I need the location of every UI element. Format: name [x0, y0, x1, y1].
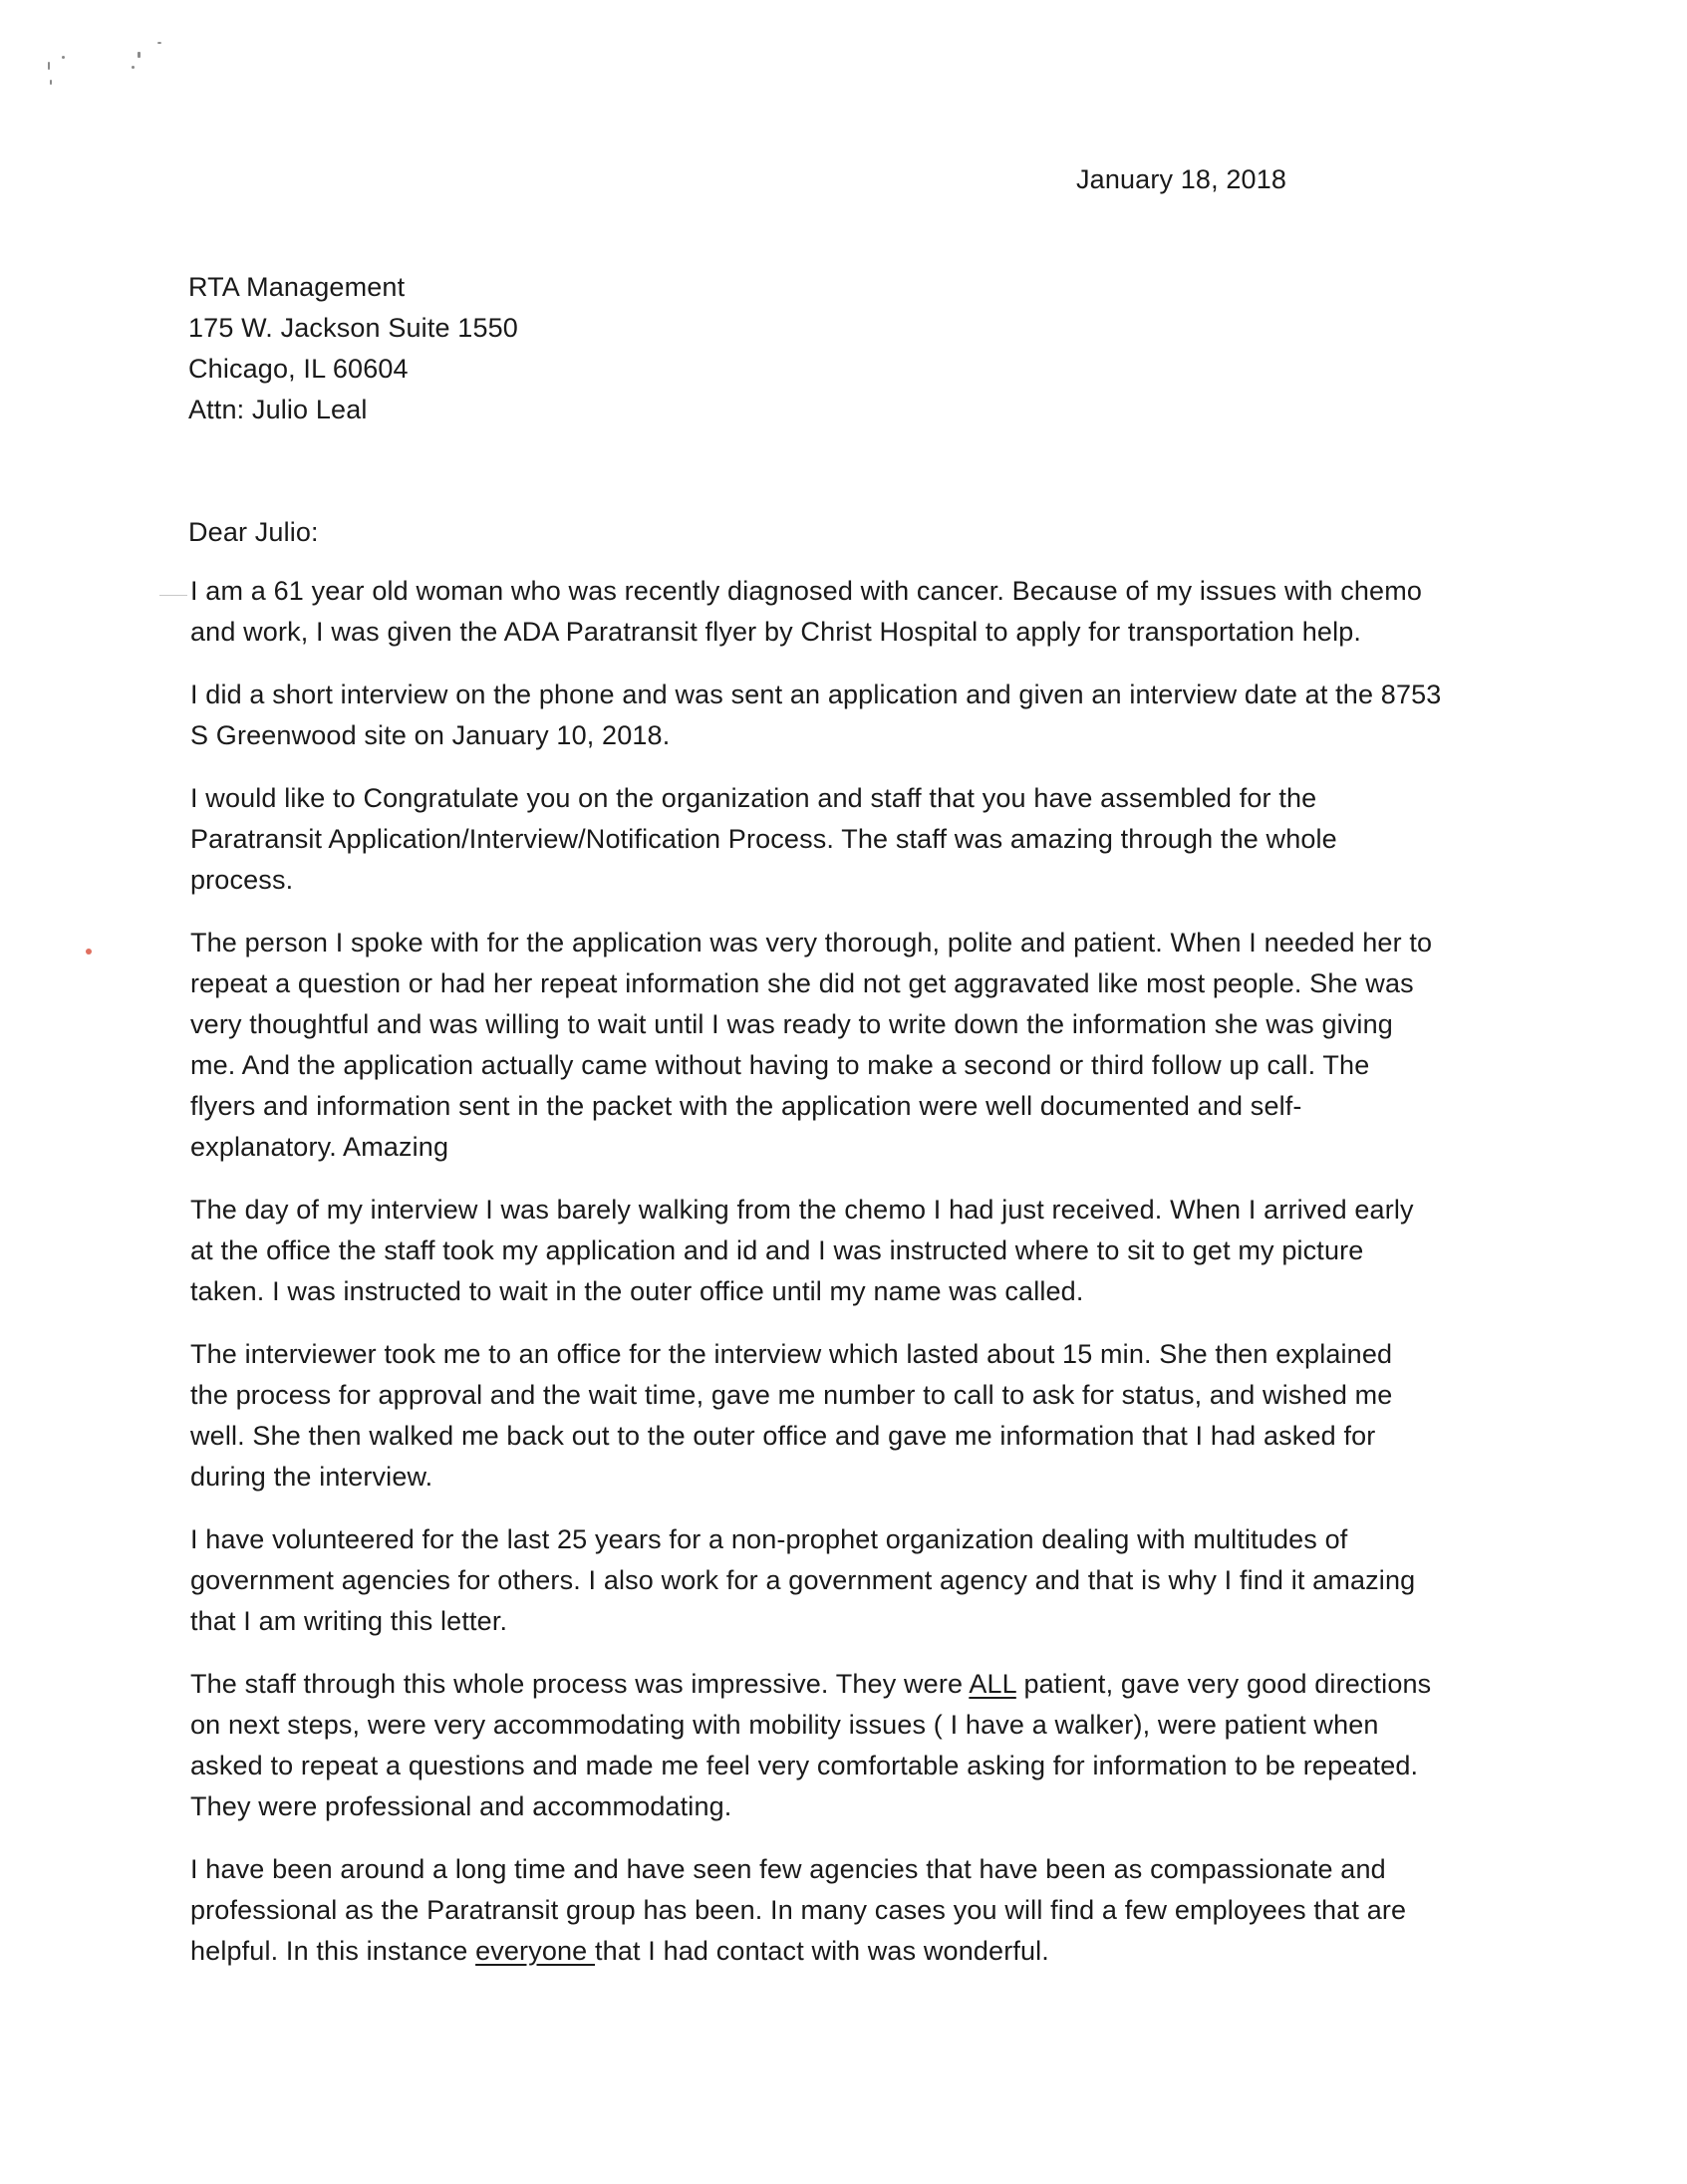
text-run: The staff through this whole process was impressive. They were	[190, 1669, 970, 1699]
paragraph-line: The interviewer took me to an office for the interview which lasted about 15 min. She then explained	[190, 1339, 1393, 1369]
scan-speck	[157, 42, 161, 44]
recipient-city: Chicago, IL 60604	[188, 354, 409, 384]
paragraph-line: The person I spoke with for the application was very thorough, polite and patient. When I needed her to	[190, 928, 1433, 957]
paragraph-line: process.	[190, 865, 294, 895]
text-run: helpful. In this instance	[190, 1936, 476, 1966]
scan-speck	[138, 52, 141, 58]
paragraph-line: I would like to Congratulate you on the organization and staff that you have assembled for the	[190, 783, 1317, 813]
underlined-text: everyone	[475, 1936, 596, 1966]
paragraph-line: government agencies for others. I also work for a government agency and that is why I find it amazing	[190, 1565, 1416, 1595]
scan-speck	[48, 62, 50, 70]
paragraph-line	[190, 1664, 1496, 1705]
scan-speck-red	[86, 949, 92, 955]
paragraph-line: on next steps, were very accommodating with mobility issues ( I have a walker), were patient when	[190, 1710, 1379, 1740]
scan-speck	[132, 66, 135, 69]
text-run: that I had contact with was wonderful.	[595, 1936, 1049, 1966]
paragraph-line: me. And the application actually came without having to make a second or third follow up call. The	[190, 1050, 1370, 1080]
paragraph	[190, 1849, 1496, 1972]
letter-body	[190, 571, 1496, 1994]
letter-date: January 18, 2018	[1076, 164, 1287, 194]
paragraph-line: They were professional and accommodating.	[190, 1791, 732, 1821]
paragraph-line: Paratransit Application/Interview/Notification Process. The staff was amazing through the whole	[190, 824, 1337, 854]
scan-speck	[50, 80, 52, 85]
paragraph-line: The day of my interview I was barely walking from the chemo I had just received. When I arrived early	[190, 1195, 1414, 1225]
paragraph-line: the process for approval and the wait time, gave me number to call to ask for status, and wished me	[190, 1380, 1393, 1410]
paragraph-line: and work, I was given the ADA Paratransit flyer by Christ Hospital to apply for transportation help.	[190, 617, 1362, 647]
paragraph-line: very thoughtful and was willing to wait until I was ready to write down the information she was giving	[190, 1009, 1393, 1039]
paragraph	[190, 1519, 1496, 1642]
scan-mark	[159, 595, 187, 596]
paragraph-line: I am a 61 year old woman who was recently diagnosed with cancer. Because of my issues with chemo	[190, 576, 1423, 606]
paragraph	[190, 1664, 1496, 1827]
paragraph-line: I have volunteered for the last 25 years for a non-prophet organization dealing with multitudes of	[190, 1524, 1348, 1554]
paragraph-line: taken. I was instructed to wait in the outer office until my name was called.	[190, 1276, 1084, 1306]
paragraph	[190, 571, 1496, 653]
paragraph-line: at the office the staff took my application and id and I was instructed where to sit to get my picture	[190, 1235, 1364, 1265]
paragraph-line: S Greenwood site on January 10, 2018.	[190, 720, 671, 750]
paragraph-line: flyers and information sent in the packet with the application were well documented and self-	[190, 1091, 1302, 1121]
paragraph-line: I did a short interview on the phone and was sent an application and given an interview date at the 8753	[190, 680, 1442, 709]
paragraph-line: during the interview.	[190, 1462, 433, 1492]
text-run: patient, gave very good directions	[1015, 1669, 1432, 1699]
recipient-name: RTA Management	[188, 272, 406, 302]
paragraph-line: I have been around a long time and have seen few agencies that have been as compassionate and	[190, 1854, 1386, 1884]
recipient-attention: Attn: Julio Leal	[188, 395, 368, 424]
paragraph-line: repeat a question or had her repeat information she did not get aggravated like most people. She was	[190, 968, 1414, 998]
paragraph	[190, 675, 1496, 756]
paragraph-line: asked to repeat a questions and made me feel very comfortable asking for information to be repeated.	[190, 1751, 1419, 1780]
paragraph	[190, 923, 1496, 1168]
paragraph-line: professional as the Paratransit group has been. In many cases you will find a few employees that are	[190, 1895, 1407, 1925]
recipient-street: 175 W. Jackson Suite 1550	[188, 313, 518, 343]
paragraph-line	[190, 1931, 1496, 1972]
underlined-text: ALL	[969, 1669, 1016, 1699]
paragraph	[190, 1190, 1496, 1312]
recipient-address	[188, 267, 518, 430]
paragraph	[190, 1334, 1496, 1498]
paragraph	[190, 778, 1496, 901]
paragraph-line: that I am writing this letter.	[190, 1606, 508, 1636]
scan-speck	[62, 56, 65, 59]
paragraph-line: well. She then walked me back out to the outer office and gave me information that I had asked for	[190, 1421, 1376, 1451]
paragraph-line: explanatory. Amazing	[190, 1132, 449, 1162]
salutation: Dear Julio:	[188, 517, 319, 547]
